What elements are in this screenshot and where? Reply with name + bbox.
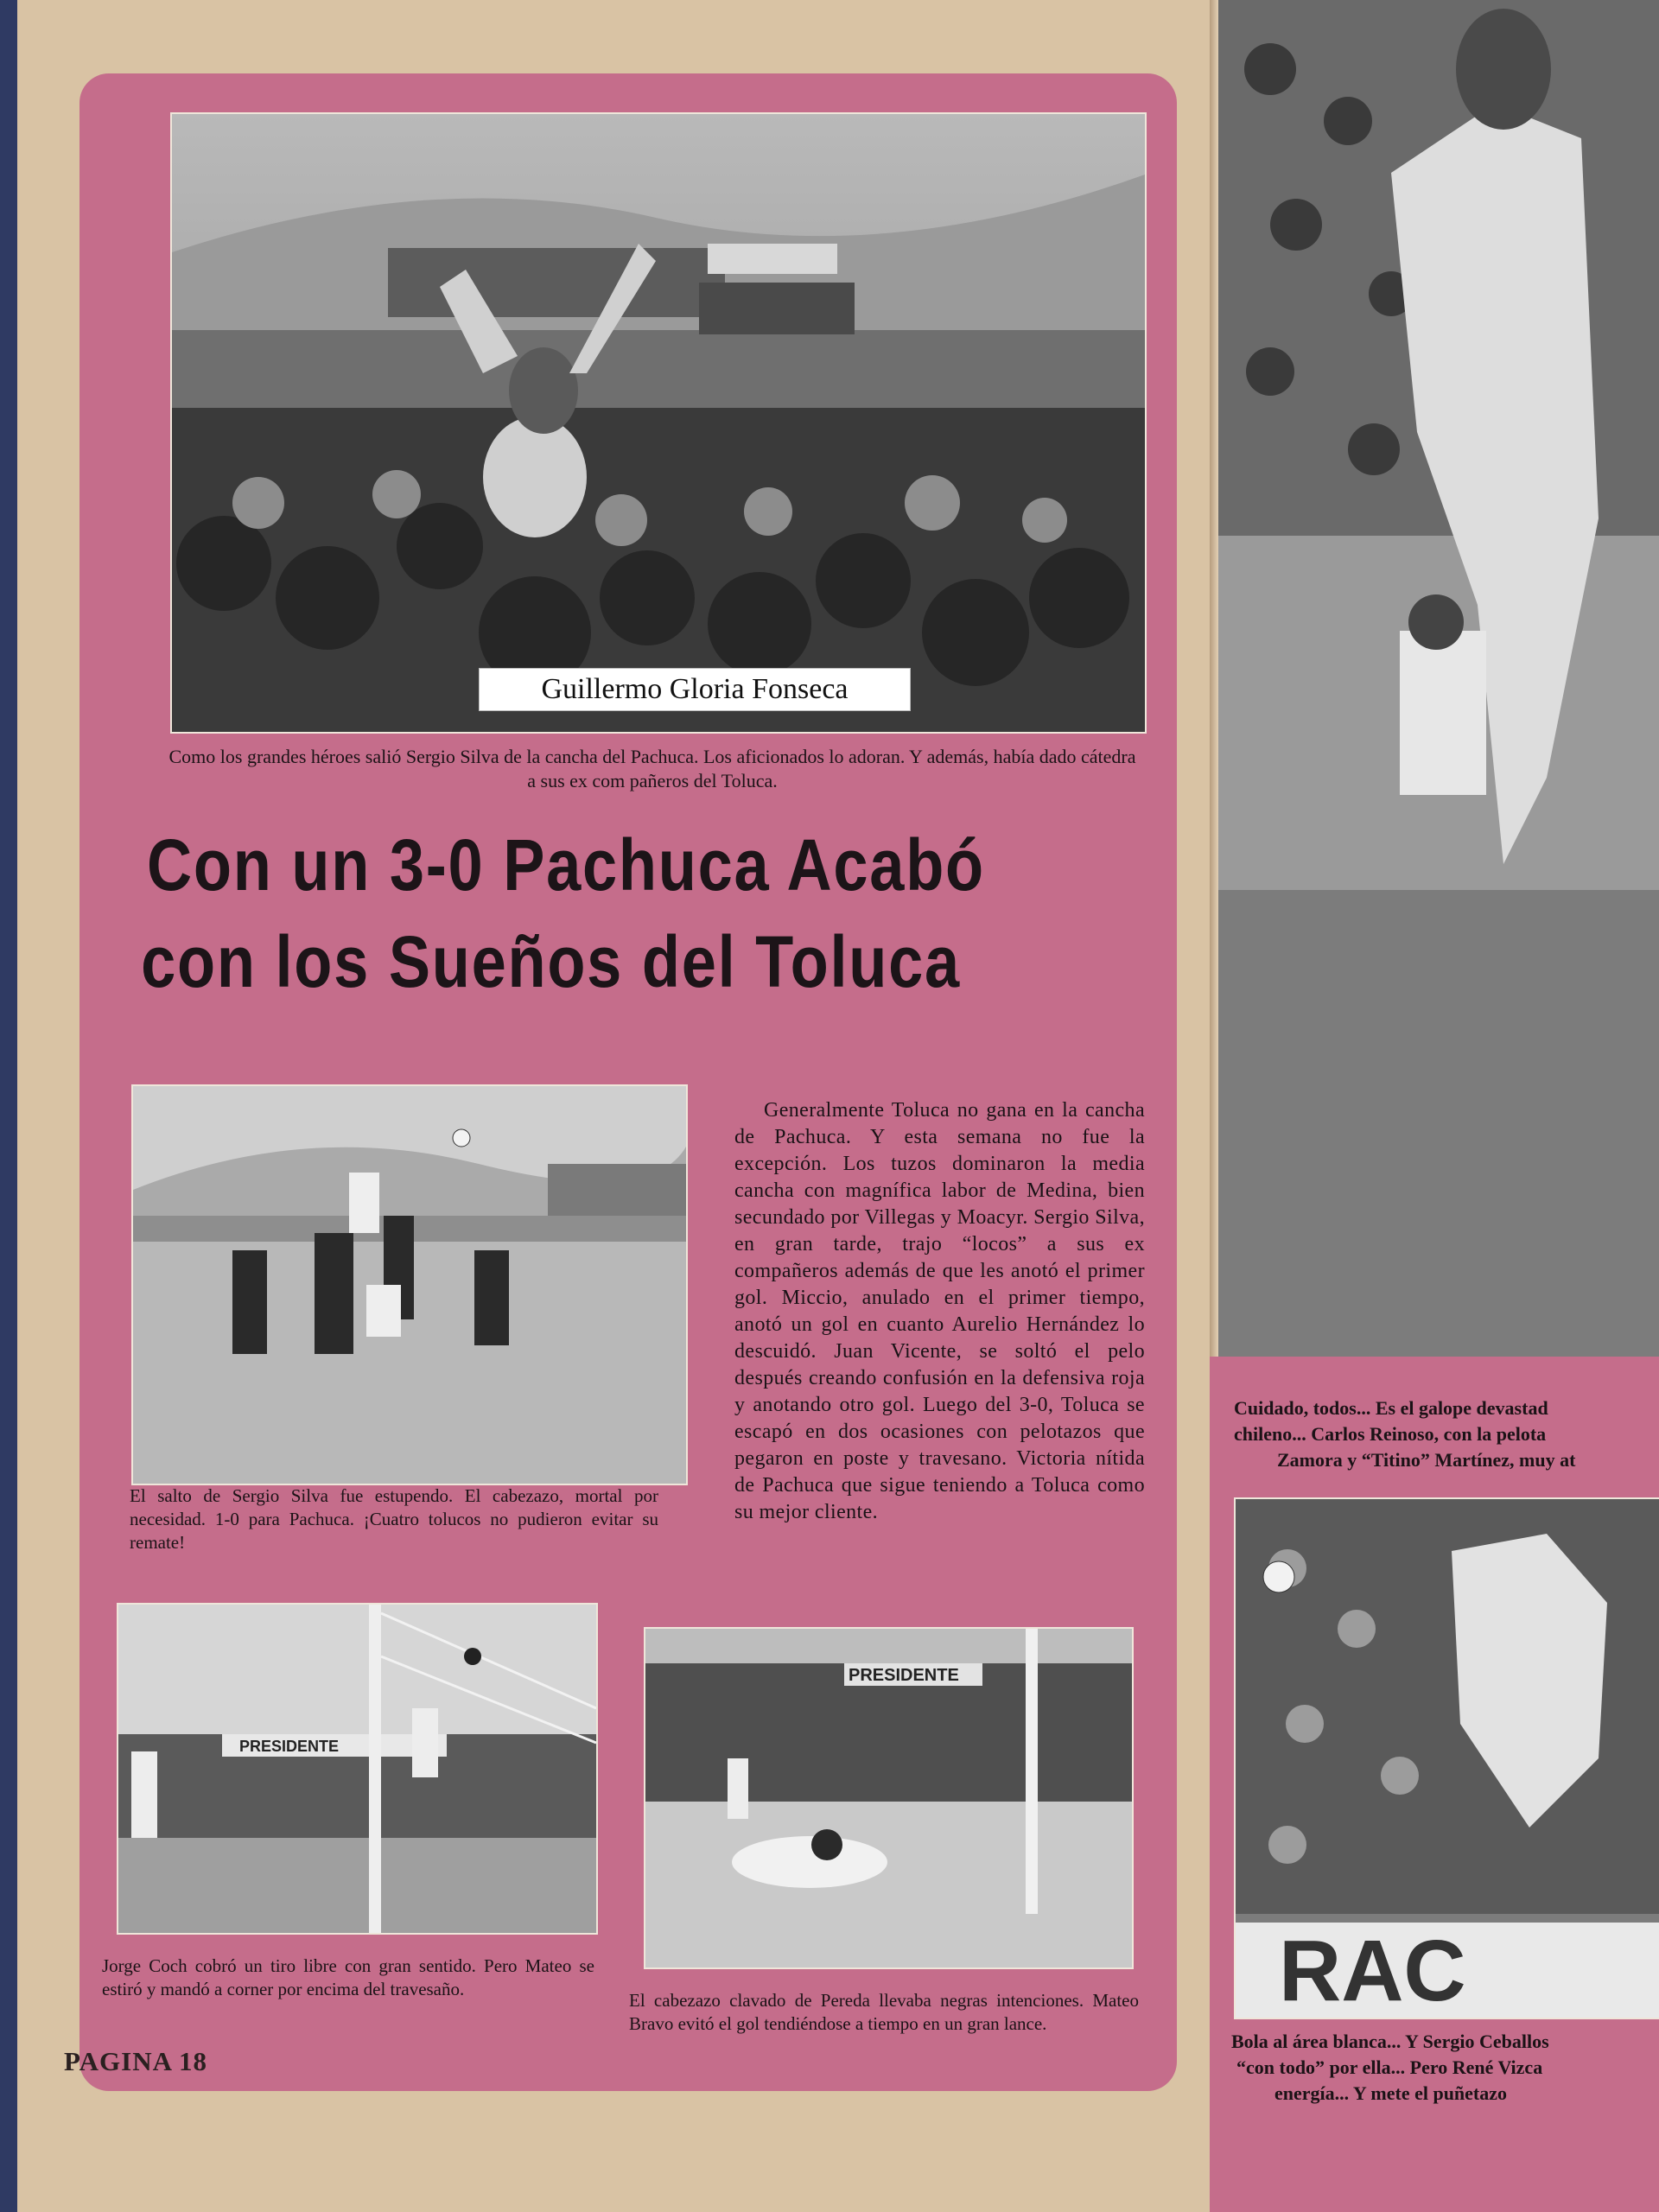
photo-header-caption: El salto de Sergio Silva fue estupendo. El cabezazo, mortal por necesidad. 1-0 para Pachuca. ¡Cuatro tolucos no pudieron evitar su remate!: [130, 1485, 658, 1553]
photo-diving-save-caption: El cabezazo clavado de Pereda llevaba negras intenciones. Mateo Bravo evitó el gol tendiéndose a tiempo en un gran lance.: [629, 1990, 1139, 2034]
article-body: Generalmente Toluca no gana en la cancha de Pachuca. Y esta semana no fue la excepción. Los tuzos dominaron la media cancha con magnífica labor de Medina, bien secundado por Villegas y Moacyr. Sergio Silva, en gran tarde, trajo “locos” a sus ex compañeros además de que les anotó el primer gol. Miccio, anulado en el primer tiempo, anotó un gol en cuanto Aurelio Hernández lo descuidó. Juan Vicente, se soltó el pelo después creando confusión en la defensiva roja y anotando otro gol. Luego del 3-0, Toluca se escapó en dos ocasiones con pelotazos que pegaron en poste y travesano. Victoria nítida de Pachuca que sigue teniendo a Toluca como su mejor cliente.: [734, 1099, 1145, 1523]
headline-line-1: Con un 3-0 Pachuca Acabó: [147, 824, 985, 906]
right-caption-bottom-line-1: Bola al área blanca... Y Sergio Ceballos: [1231, 2031, 1549, 2052]
photo-free-kick-caption: Jorge Coch cobró un tiro libre con gran sentido. Pero Mateo se estiró y mandó a corner por encima del travesaño.: [102, 1955, 594, 1999]
right-page-photo-bottom: [1234, 1497, 1659, 2019]
right-caption-bottom: [1231, 2029, 1659, 2107]
dive-stand-sign: PRESIDENTE: [849, 1666, 959, 1685]
right-caption-top-line-2: chileno... Carlos Reinoso, con la pelota: [1234, 1423, 1547, 1445]
right-caption-bottom-line-2: “con todo” por ella... Pero René Vizca: [1236, 2056, 1543, 2078]
headline-line-2: con los Sueños del Toluca: [141, 921, 961, 1002]
freekick-stand-sign: PRESIDENTE: [239, 1738, 340, 1755]
photo-free-kick: [117, 1603, 598, 1935]
photo-diving-save: [644, 1627, 1134, 1969]
article-headline: [141, 817, 1009, 1010]
right-caption-top-line-3: Zamora y “Titino” Martínez, muy at: [1277, 1449, 1576, 1471]
advert-board-text: RAC: [1279, 1923, 1466, 2018]
right-page-photo-top: [1218, 0, 1659, 1357]
photo-credit: Guillermo Gloria Fonseca: [479, 668, 911, 711]
top-photo-celebration: [170, 112, 1147, 734]
photo-header-goal: [131, 1084, 688, 1485]
right-caption-top: [1234, 1395, 1659, 1473]
right-caption-top-line-1: Cuidado, todos... Es el galope devastad: [1234, 1397, 1548, 1419]
top-photo-caption: Como los grandes héroes salió Sergio Silva de la cancha del Pachuca. Los aficionados lo adoran. Y además, había dado cátedra a sus ex com pañeros del Toluca.: [168, 746, 1136, 791]
page-number: PAGINA 18: [64, 2046, 208, 2076]
right-caption-bottom-line-3: energía... Y mete el puñetazo: [1274, 2082, 1508, 2104]
